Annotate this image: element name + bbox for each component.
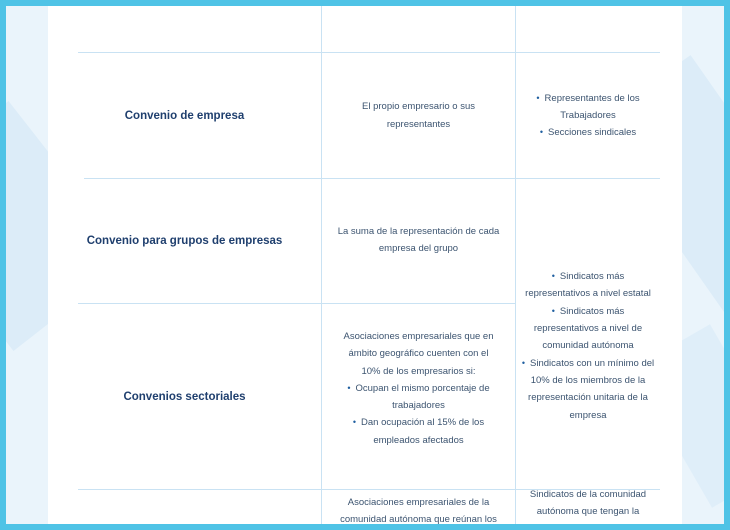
- row-title: Convenio de empresa: [124, 109, 245, 122]
- empresa-text: La suma de la representación de cada empresa del grupo: [337, 226, 500, 255]
- row-title-cell: [48, 179, 321, 303]
- list-item: • Sindicatos más representativos a nivel de comunidad autónoma: [533, 305, 643, 352]
- bullet-icon: •: [551, 305, 555, 316]
- row-title: Convenio para grupos de empresas: [86, 235, 283, 247]
- list-item: • Ocupan el mismo porcentaje de trabajadores: [347, 382, 490, 412]
- bullet-icon: •: [536, 92, 540, 103]
- trabajadores-cell: [516, 53, 660, 178]
- empresa-text: Asociaciones empresariales de la comunidad autónoma que reúnan los: [340, 497, 497, 524]
- bullet-list: [522, 268, 654, 424]
- bullet-icon: •: [352, 417, 357, 428]
- bullet-list: [344, 380, 494, 449]
- empresa-cell: [322, 53, 515, 178]
- empresa-cell: [322, 304, 515, 489]
- page-background: [6, 6, 724, 524]
- trabajadores-cell: [516, 179, 660, 489]
- row-title-cell: [48, 53, 321, 178]
- row-title-cell: [48, 304, 321, 489]
- list-item: • Representantes de los Trabajadores: [536, 92, 640, 121]
- row-title: Convenios sectoriales: [123, 390, 246, 403]
- empresa-text: Asociaciones empresariales que en ámbito geográfico cuenten con el 10% de los empresarios si: • Ocupan el mismo porcentaje de trabajadores • Dan ocupación al 15% de los empleados afectados: [344, 328, 494, 449]
- bullet-icon: •: [347, 382, 351, 393]
- trabajadores-cell: [516, 486, 660, 524]
- list-item: • Sindicatos con un mínimo del 10% de los miembros de la representación unitaria de la empresa: [521, 357, 655, 421]
- bullet-list: [536, 90, 639, 142]
- bullet-icon: •: [551, 271, 555, 282]
- list-item: • Dan ocupación al 15% de los empleados afectados: [352, 417, 485, 446]
- trabajadores-text: Sindicatos de la comunidad autónoma que tengan la: [529, 489, 647, 518]
- empresa-cell: [322, 494, 515, 524]
- bullet-icon: •: [521, 357, 526, 368]
- bullet-icon: •: [539, 127, 543, 138]
- list-item: • Sindicatos más representativos a nivel estatal: [525, 271, 651, 300]
- empresa-cell: [322, 179, 515, 303]
- content-panel: [48, 6, 682, 524]
- empresa-text: El propio empresario o sus representantes: [362, 101, 475, 130]
- list-item: • Secciones sindicales: [539, 127, 637, 139]
